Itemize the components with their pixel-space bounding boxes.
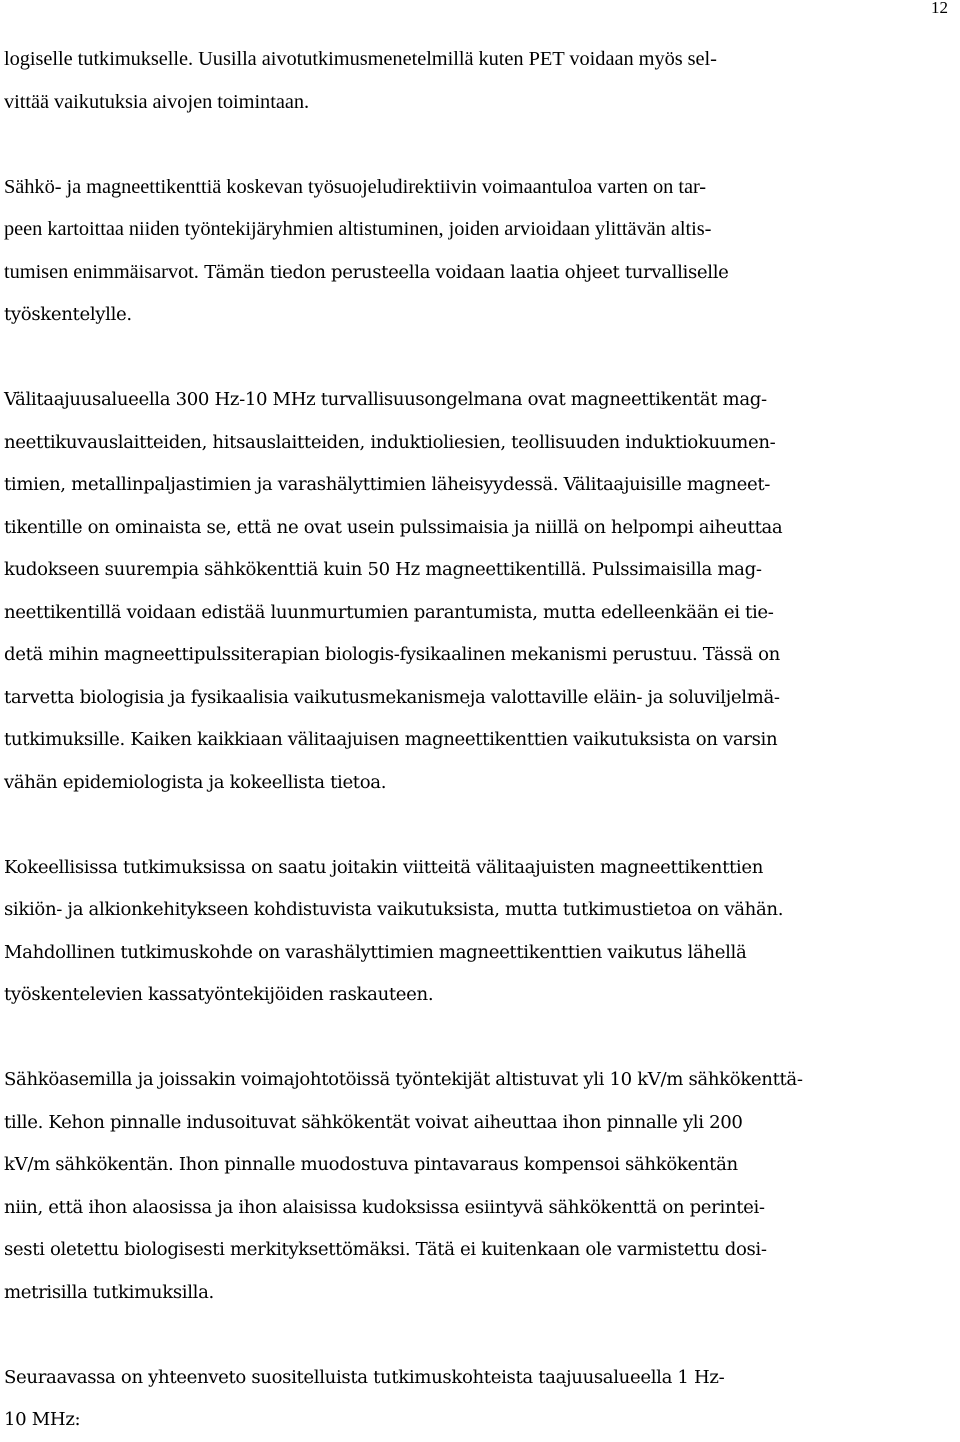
page-number: 12 — [931, 0, 948, 17]
paragraph-gap — [4, 804, 954, 847]
text-line: tikentille on ominaista se, että ne ovat usein pulssimaisia ja niillä on helpompi aiheuttaa — [4, 516, 783, 538]
text-line: neettikentillä voidaan edistää luunmurtumien parantumista, mutta edelleenkään ei tie- — [4, 601, 774, 623]
text-line: vittää vaikutuksia aivojen toimintaan. — [4, 90, 310, 113]
paragraph-gap — [4, 1314, 954, 1357]
text-line: niin, että ihon alaosissa ja ihon alaisissa kudoksissa esiintyvä sähkökenttä on perintei- — [4, 1196, 765, 1218]
text-line: Seuraavassa on yhteenveto suositelluista tutkimuskohteista taajuusalueella 1 Hz- — [4, 1366, 725, 1388]
paragraph-directive — [4, 166, 954, 337]
text-segment: tumisen enimmäisarvot. — [4, 260, 199, 283]
text-line: Mahdollinen tutkimuskohde on varashälyttimien magneettikenttien vaikutus lähellä — [4, 941, 747, 963]
paragraph-substations — [4, 1059, 954, 1314]
text-line: kudokseen suurempia sähkökenttiä kuin 50 Hz magneettikentillä. Pulssimaisilla mag- — [4, 559, 762, 580]
text-line: vähän epidemiologista ja kokeellista tietoa. — [4, 771, 387, 793]
paragraph-brain-research — [4, 38, 954, 123]
text-line: timien, metallinpaljastimien ja varashälyttimien läheisyydessä. Välitaajuisille magneet- — [4, 474, 771, 495]
text-line: työskentelylle. — [4, 304, 132, 325]
text-line — [4, 251, 954, 295]
text-line: peen kartoittaa niiden työntekijäryhmien altistuminen, joiden arvioidaan ylittävän altis- — [4, 218, 712, 240]
text-line: Sähkö- ja magneettikenttiä koskevan työsuojeludirektiivin voimaantuloa varten on tar- — [4, 175, 707, 198]
text-line: sikiön- ja alkionkehitykseen kohdistuvista vaikutuksista, mutta tutkimustietoa on vähän. — [4, 899, 784, 920]
text-line: tille. Kehon pinnalle indusoituvat sähkökentät voivat aiheuttaa ihon pinnalle yli 200 — [4, 1111, 743, 1133]
paragraph-gap — [4, 337, 954, 380]
paragraph-gap — [4, 123, 954, 166]
paragraph-experimental-studies — [4, 847, 954, 1017]
text-line: tutkimuksille. Kaiken kaikkiaan välitaajuisen magneettikenttien vaikutuksista on varsin — [4, 729, 778, 750]
text-line: Sähköasemilla ja joissakin voimajohtotöissä työntekijät altistuvat yli 10 kV/m sähkökenttä- — [4, 1069, 803, 1090]
paragraph-intermediate-frequency — [4, 379, 954, 804]
text-line: metrisilla tutkimuksilla. — [4, 1281, 214, 1303]
text-line: sesti oletettu biologisesti merkityksettömäksi. Tätä ei kuitenkaan ole varmistettu dosi- — [4, 1239, 767, 1260]
paragraph-summary-intro — [4, 1357, 954, 1442]
text-line: työskentelevien kassatyöntekijöiden raskauteen. — [4, 984, 434, 1005]
text-line: Välitaajuusalueella 300 Hz-10 MHz turvallisuusongelmana ovat magneettikentät mag- — [4, 389, 767, 410]
text-line: kV/m sähkökentän. Ihon pinnalle muodostuva pintavaraus kompensoi sähkökentän — [4, 1154, 738, 1175]
text-line: Kokeellisissa tutkimuksissa on saatu joitakin viitteitä välitaajuisten magneettikenttien — [4, 856, 764, 878]
page-content — [4, 38, 954, 1442]
text-segment: Tämän tiedon perusteella voidaan laatia ohjeet turvalliselle — [198, 261, 729, 283]
text-line: logiselle tutkimukselle. Uusilla aivotutkimusmenetelmillä kuten PET voidaan myös sel- — [4, 48, 717, 70]
text-line: 10 MHz: — [4, 1409, 81, 1430]
paragraph-gap — [4, 1017, 954, 1060]
text-line: neettikuvauslaitteiden, hitsauslaitteiden, induktioliesien, teollisuuden induktiokuumen- — [4, 431, 776, 453]
text-line: tarvetta biologisia ja fysikaalisia vaikutusmekanismeja valottaville eläin- ja soluviljelmä- — [4, 686, 780, 708]
text-line: detä mihin magneettipulssiterapian biologis-fysikaalinen mekanismi perustuu. Tässä on — [4, 644, 780, 665]
